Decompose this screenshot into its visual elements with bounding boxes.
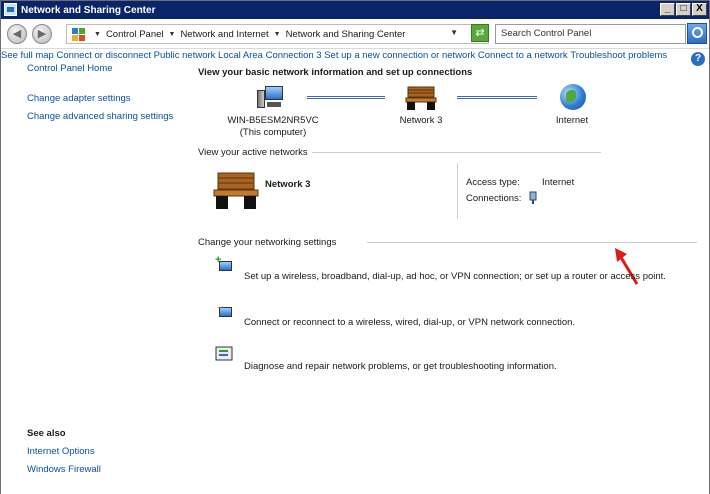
sidebar-windows-firewall[interactable]: Windows Firewall [27,464,101,475]
connect-disconnect-link[interactable]: Connect or disconnect [56,50,151,61]
computer-name: WIN-B5ESM2NR5VC [227,115,319,126]
map-network-name: Network 3 [399,115,443,126]
map-internet: Internet [555,115,589,126]
forward-arrow-icon[interactable]: ▶ [32,24,52,44]
divider [457,163,458,219]
page-title: View your basic network information and set up connections [198,67,473,78]
window-title: Network and Sharing Center [21,4,156,16]
maximize-button[interactable]: □ [676,3,691,16]
bench-icon [405,85,437,111]
red-arrow-icon [613,248,643,288]
search-icon[interactable] [687,23,707,44]
troubleshoot-icon [215,345,233,363]
control-panel-icon [71,27,85,41]
setup-connection-desc: Set up a wireless, broadband, dial-up, ad hoc, or VPN connection; or set up a router or access point. [244,271,666,282]
troubleshoot-desc: Diagnose and repair network problems, or get troubleshooting information. [244,361,557,372]
divider [367,242,697,243]
computer-icon [257,86,283,110]
address-dropdown-icon[interactable]: ▼ [450,28,458,37]
content-area [1,50,709,494]
connections-label: Connections: [466,193,522,204]
address-bar [1,19,709,49]
network-type-link[interactable]: Public network [153,50,216,61]
see-full-map-link[interactable]: See full map [1,50,54,61]
connection-line [457,96,537,99]
chevron-icon[interactable]: ▼ [94,30,101,38]
sidebar-internet-options[interactable]: Internet Options [27,446,95,457]
title-bar [1,1,709,19]
minimize-button[interactable]: _ [660,3,675,16]
sidebar-change-adapter[interactable]: Change adapter settings [27,93,131,104]
connection-line [307,96,385,99]
local-area-connection-link[interactable]: Local Area Connection 3 [218,50,322,61]
computer-sub: (This computer) [239,127,307,138]
close-button[interactable]: X [692,3,707,16]
new-connection-icon: + [215,256,233,274]
bench-icon [213,171,259,211]
breadcrumb-control-panel[interactable]: Control Panel [105,28,164,40]
breadcrumb-network-internet[interactable]: Network and Internet [180,28,269,40]
sidebar-change-sharing[interactable]: Change advanced sharing settings [27,111,174,122]
access-type-label: Access type: [466,177,520,188]
sidebar-control-panel-home[interactable]: Control Panel Home [27,63,113,74]
breadcrumb[interactable] [66,24,489,44]
network-center-icon [4,3,17,16]
search-input[interactable]: Search Control Panel [495,24,686,44]
active-network-name: Network 3 [265,179,311,190]
active-networks-title: View your active networks [198,147,308,158]
ethernet-icon [528,191,538,205]
back-arrow-icon[interactable]: ◀ [7,24,27,44]
see-also-heading: See also [27,428,66,439]
chevron-icon[interactable]: ▼ [168,30,176,38]
divider [312,152,601,153]
globe-icon [560,84,586,110]
access-type-value: Internet [542,177,575,188]
breadcrumb-network-sharing[interactable]: Network and Sharing Center [285,28,406,40]
refresh-icon[interactable]: ⇄ [471,24,489,42]
connect-network-icon: → [215,302,233,320]
troubleshoot-link[interactable]: Troubleshoot problems [570,50,668,61]
help-icon[interactable]: ? [691,52,705,66]
chevron-icon[interactable]: ▼ [273,30,281,38]
setup-connection-link[interactable]: Set up a new connection or network [324,50,476,61]
settings-title: Change your networking settings [198,237,337,248]
connect-network-link[interactable]: Connect to a network [477,50,568,61]
connect-network-desc: Connect or reconnect to a wireless, wired, dial-up, or VPN network connection. [244,317,576,328]
